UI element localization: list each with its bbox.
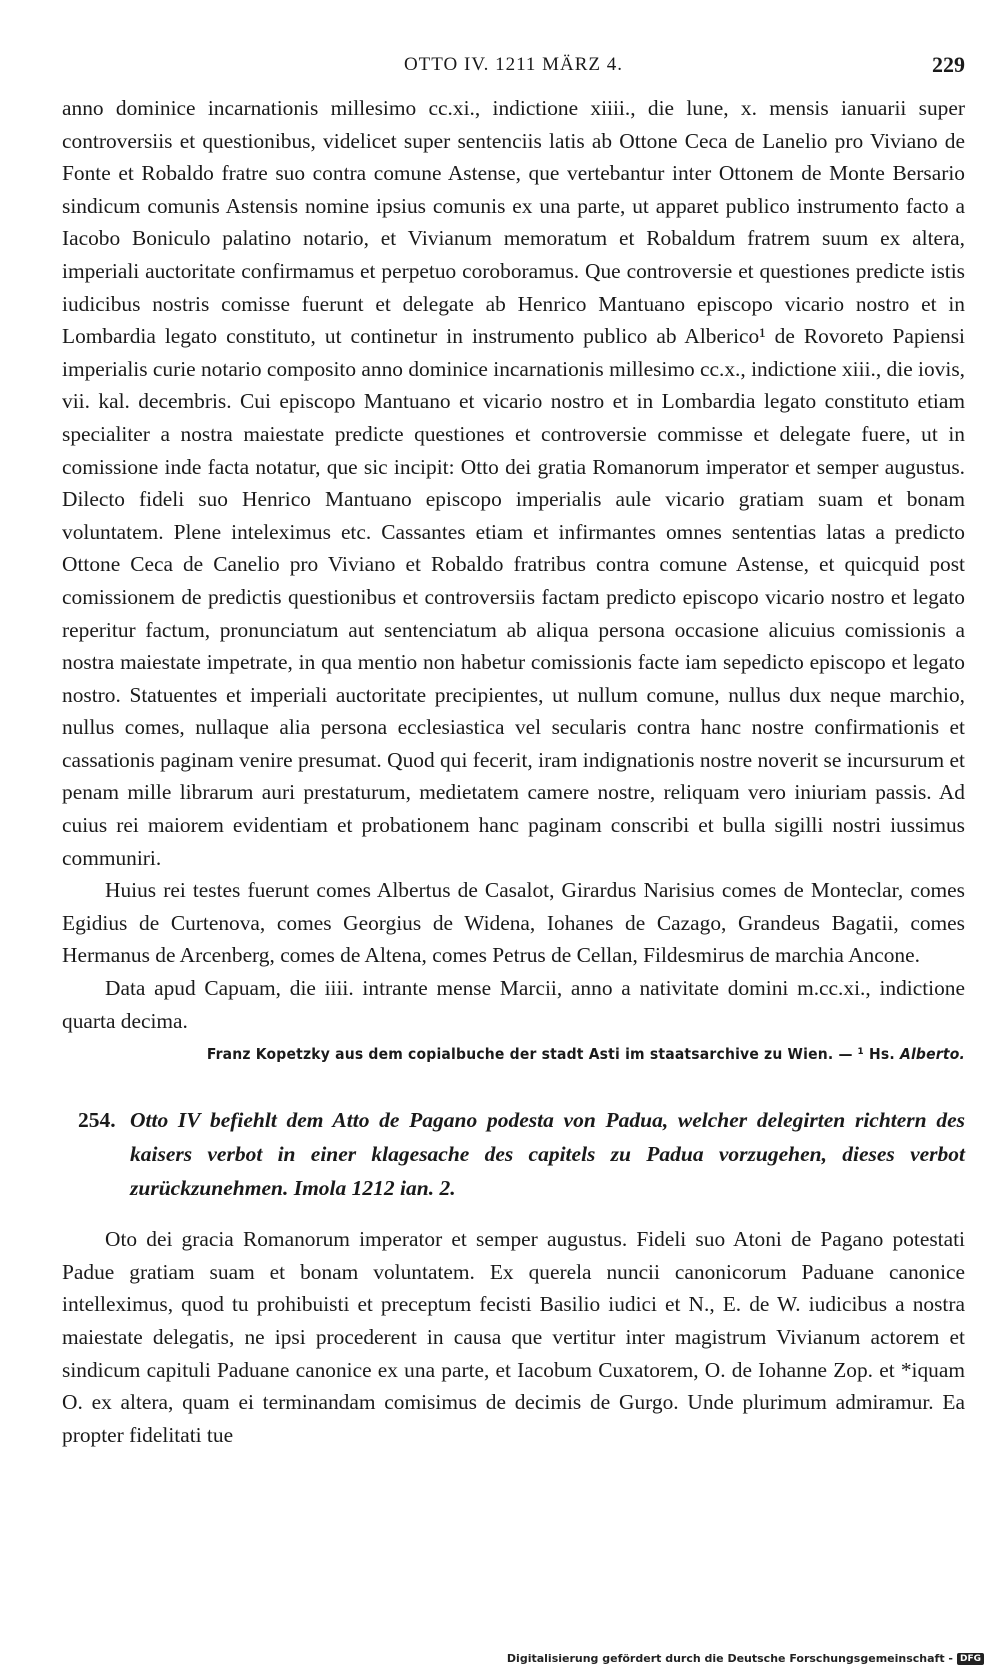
document-253-witnesses: Huius rei testes fuerunt comes Albertus de Casalot, Girardus Narisius comes de Monteclar, comes Egidius de Curtenova, comes Georgius de Widena, Iohanes de Cazago, Grandeus Bagatii, comes Hermanus de Arcenberg, comes de Altena, comes Petrus de Cellan, Fildesmirus de marchia Ancone. [62, 878, 965, 968]
page [62, 52, 965, 1451]
document-254-paragraph: Oto dei gracia Romanorum imperator et semper augustus. Fideli suo Atoni de Pagano potestati Padue gratiam suam et bonam voluntatem. Ex querela nuncii canonicorum Paduane canonice intelleximus, quod tu prohibuisti et preceptum fecisti Basilio iudici et N., E. de W. iudicibus a nostra maiestate delegatis, ne ipsi procederent in causa que vertitur inter magistrum Vivianum actorem et sindicum capituli Paduane canonice ex una parte, et Iacobum Cuxatorem, O. de Iohanne Zop. et *iquam O. ex altera, quam ei terminandam comisimus de decimis de Gurgo. Unde plurimum admiramur. Ea propter fidelitati tue [62, 1227, 965, 1447]
document-254-text [62, 1223, 965, 1451]
apparatus-variant: Alberto. [899, 1045, 965, 1064]
footer-text: Digitalisierung gefördert durch die Deutsche Forschungsgemeinschaft - [506, 1652, 953, 1665]
apparatus-source: Franz Kopetzky aus dem copialbuche der stadt Asti im staatsarchive zu Wien. — ¹ Hs. [206, 1045, 895, 1064]
critical-apparatus [62, 1045, 965, 1063]
document-number: 254. [78, 1108, 116, 1133]
dfg-logo: DFG [957, 1653, 984, 1665]
document-253-dating: Data apud Capuam, die iiii. intrante mense Marcii, anno a nativitate domini m.cc.xi., indictione quarta decima. [62, 976, 965, 1033]
page-number: 229 [932, 52, 965, 77]
running-head [62, 52, 965, 92]
running-head-title: OTTO IV. 1211 MÄRZ 4. [403, 54, 624, 75]
document-253-paragraph-1: anno dominice incarnationis millesimo cc.xi., indictione xiiii., die lune, x. mensis ianuarii super controversiis et questionibus, videlicet super sentenciis latis ab Ottone Ceca de Lanelio pro Viviano de Fonte et Robaldo fratre suo contra comune Astense, que vertebantur inter Ottonem de Monte Bersario sindicum comunis Astensis nomine ipsius comunis ex una parte, ut apparet publico instrumento facto a Iacobo Boniculo palatino notario, et Vivianum memoratum et Robaldum fratrem suum ex altera, imperiali auctoritate confirmamus et perpetuo coroboramus. Que controversie et questiones predicte istis iudicibus nostris comisse fuerunt et delegate ab Henrico Mantuano episcopo vicario nostro et in Lombardia legato constituto, ut continetur in instrumento publico ab Alberico¹ de Rovoreto Papiensi imperialis curie notario composito anno dominice incarnationis millesimo cc.x., indictione xiii., die iovis, vii. kal. decembris. Cui episcopo Mantuano et vicario nostro et in Lombardia legato constituto etiam specialiter a nostra maiestate predicte questiones et controversie commisse et delegate fuere, ut in comissione inde facta notatur, que sic incipit: Otto dei gratia Romanorum imperator et semper augustus. Dilecto fideli suo Henrico Mantuano episcopo imperialis aule vicario gratiam suam et bonam voluntatem. Plene inteleximus etc. Cassantes etiam et infirmantes omnes sententias latas a predicto Ottone Ceca de Canelio pro Viviano et Robaldo fratribus contra comune Astense, et quicquid post comissionem de predictis questionibus et controversiis factam predicto episcopo vicario nostro et legato reperitur factum, pronunciatum aut sentenciatum ab aliqua persona occasione alicuius comissionis a nostra maiestate impetrate, in qua mentio non habetur comissionis facte iam sepedicto episcopo et legato nostro. Statuentes et imperiali auctoritate precipientes, ut nullum comune, nullus dux neque marchio, nullus comes, nullaque alia persona ecclesiastica vel secularis contra hanc nostre confirmationis et cassationis paginam venire presumat. Quod qui fecerit, iram indignationis nostre noverit se incursurum et penam mille librarum auri prestaturum, medietatem camere nostre, reliquam vero iniuriam passis. Ad cuius rei maiorem evidentiam et probationem hanc paginam conscribi et bulla sigilli nostri iussimus communiri. [62, 96, 965, 870]
digitization-footer [507, 1652, 984, 1665]
document-254-heading [62, 1103, 965, 1205]
document-254-regest: Otto IV befiehlt dem Atto de Pagano podesta von Padua, welcher delegirten richtern des kaisers verbot in einer klagesache des capitels zu Padua vorzugehen, dieses verbot zurückzunehmen. Imola 1212 ian. 2. [130, 1108, 965, 1201]
document-253-text [62, 92, 965, 1037]
